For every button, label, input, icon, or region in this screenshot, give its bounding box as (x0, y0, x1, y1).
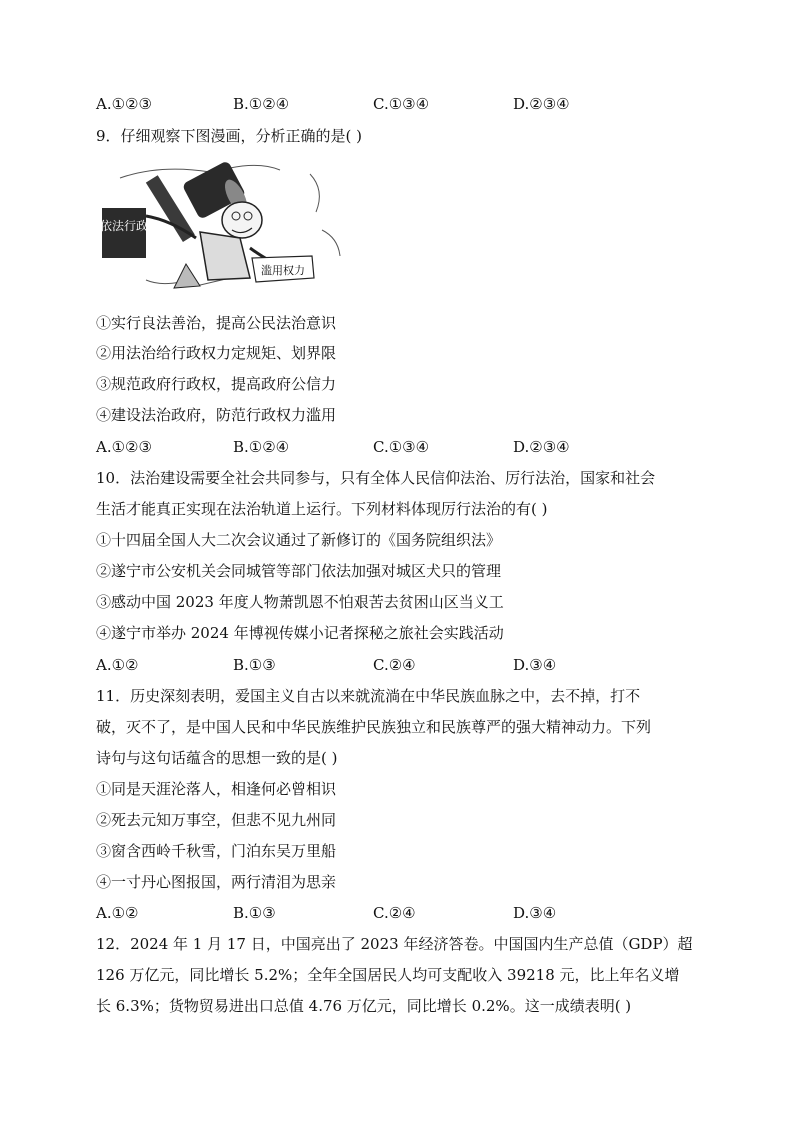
q9-option-a: A.①②③ (96, 438, 152, 456)
comic-paper-text: 滥用权力 (261, 264, 305, 277)
q10-item-1: ①十四届全国人大二次会议通过了新修订的《国务院组织法》 (96, 531, 502, 549)
q9-item-4: ④建设法治政府，防范行政权力滥用 (96, 406, 337, 424)
q11-item-1: ①同是天涯沦落人，相逢何必曾相识 (96, 780, 337, 798)
q9-option-c: C.①③④ (373, 438, 430, 456)
q11-option-a: A.①② (96, 904, 139, 922)
comic-sign-text: 依法行政 (100, 219, 149, 233)
q8-option-a: A.①②③ (96, 95, 152, 113)
q11-option-d: D.③④ (513, 904, 557, 922)
q12-stem-line-3: 长 6.3%；货物贸易进出口总值 4.76 万亿元，同比增长 0.2%。这一成绩表明( ) (96, 997, 632, 1015)
q10-option-d: D.③④ (513, 656, 557, 674)
q11-options (96, 903, 656, 923)
q8-option-d: D.②③④ (513, 95, 570, 113)
q9-option-b: B.①②④ (233, 438, 290, 456)
q9-stem: 9．仔细观察下图漫画，分析正确的是( ) (96, 127, 363, 145)
q10-option-a: A.①② (96, 656, 139, 674)
q10-option-b: B.①③ (233, 656, 276, 674)
q11-stem-line-3: 诗句与这句话蕴含的思想一致的是( ) (96, 749, 338, 767)
q9-item-1: ①实行良法善治，提高公民法治意识 (96, 314, 337, 332)
q10-stem-line-2: 生活才能真正实现在法治轨道上运行。下列材料体现厉行法治的有( ) (96, 500, 548, 518)
q11-option-b: B.①③ (233, 904, 276, 922)
q9-options (96, 437, 656, 457)
q9-option-d: D.②③④ (513, 438, 570, 456)
q10-item-2: ②遂宁市公安机关会同城管等部门依法加强对城区犬只的管理 (96, 562, 502, 580)
q8-options (96, 94, 656, 114)
q12-stem-line-2: 126 万亿元，同比增长 5.2%；全年全国居民人均可支配收入 39218 元，比上年名义增 (96, 966, 680, 984)
q10-options (96, 655, 656, 675)
q12-stem-line-1: 12．2024 年 1 月 17 日，中国亮出了 2023 年经济答卷。中国国内生产总值（GDP）超 (96, 935, 693, 953)
q10-stem-line-1: 10．法治建设需要全社会共同参与，只有全体人民信仰法治、厉行法治，国家和社会 (96, 469, 656, 487)
q9-item-3: ③规范政府行政权，提高政府公信力 (96, 375, 337, 393)
q11-stem-line-1: 11．历史深刻表明，爱国主义自古以来就流淌在中华民族血脉之中，去不掉，打不 (96, 687, 641, 705)
q11-stem-line-2: 破，灭不了，是中国人民和中华民族维护民族独立和民族尊严的强大精神动力。下列 (96, 718, 652, 736)
q11-item-2: ②死去元知万事空，但悲不见九州同 (96, 811, 337, 829)
q11-item-3: ③窗含西岭千秋雪，门泊东吴万里船 (96, 842, 337, 860)
q11-option-c: C.②④ (373, 904, 416, 922)
q8-option-c: C.①③④ (373, 95, 430, 113)
q10-item-4: ④遂宁市举办 2024 年博视传媒小记者探秘之旅社会实践活动 (96, 624, 504, 642)
q10-item-3: ③感动中国 2023 年度人物萧凯恩不怕艰苦去贫困山区当义工 (96, 593, 504, 611)
q11-item-4: ④一寸丹心图报国，两行清泪为思亲 (96, 873, 337, 891)
q8-option-b: B.①②④ (233, 95, 290, 113)
q9-item-2: ②用法治给行政权力定规矩、划界限 (96, 344, 337, 362)
q10-option-c: C.②④ (373, 656, 416, 674)
q9-comic-image (100, 160, 348, 292)
